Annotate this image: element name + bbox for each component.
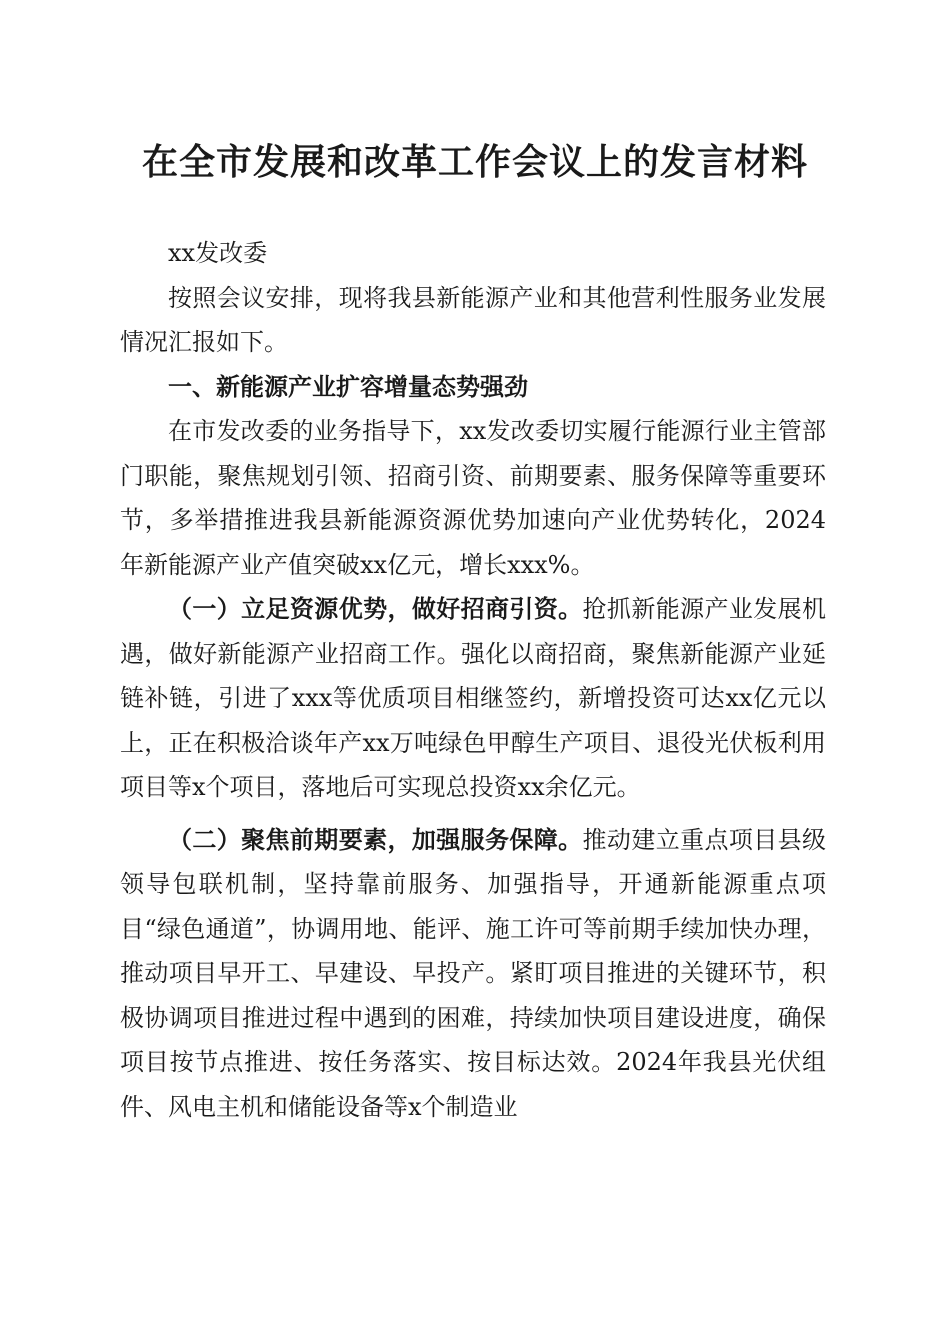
intro-paragraph: 按照会议安排，现将我县新能源产业和其他营利性服务业发展情况汇报如下。 [120,283,826,356]
section-1-paragraph: 在市发改委的业务指导下，xx发改委切实履行能源行业主管部门职能，聚焦规划引领、招商引资、前期要素、服务保障等重要环节，多举措推进我县新能源资源优势加速向产业优势转化，2024年新能源产业产值突破xx亿元，增长xxx%。 [120,417,826,579]
document-body [120,231,826,1129]
subsection-1-paragraph [120,587,826,810]
subsection-2-text: 推动建立重点项目县级领导包联机制，坚持靠前服务、加强指导，开通新能源重点项目“绿色通道”，协调用地、能评、施工许可等前期手续加快办理，推动项目早开工、早建设、早投产。紧盯项目推进的关键环节，积极协调项目推进过程中遇到的困难，持续加快项目建设进度，确保项目按节点推进、按任务落实、按目标达效。2024年我县光伏组件、风电主机和储能设备等x个制造业 [120,825,827,1121]
document-title: 在全市发展和改革工作会议上的发言材料 [141,141,808,183]
section-1-heading: 一、新能源产业扩容增量态势强劲 [168,372,528,401]
subsection-1-heading: （一）立足资源优势，做好招商引资。 [168,594,583,623]
subsection-1-text: 抢抓新能源产业发展机遇，做好新能源产业招商工作。强化以商招商，聚焦新能源产业延链补链，引进了xxx等优质项目相继签约，新增投资可达xx亿元以上，正在积极洽谈年产xx万吨绿色甲醇生产项目、退役光伏板利用项目等x个项目，落地后可实现总投资xx余亿元。 [120,595,827,801]
author-line: xx发改委 [168,239,268,267]
subsection-2-heading: （二）聚焦前期要素，加强服务保障。 [168,824,583,854]
subsection-2-paragraph [120,818,826,1130]
